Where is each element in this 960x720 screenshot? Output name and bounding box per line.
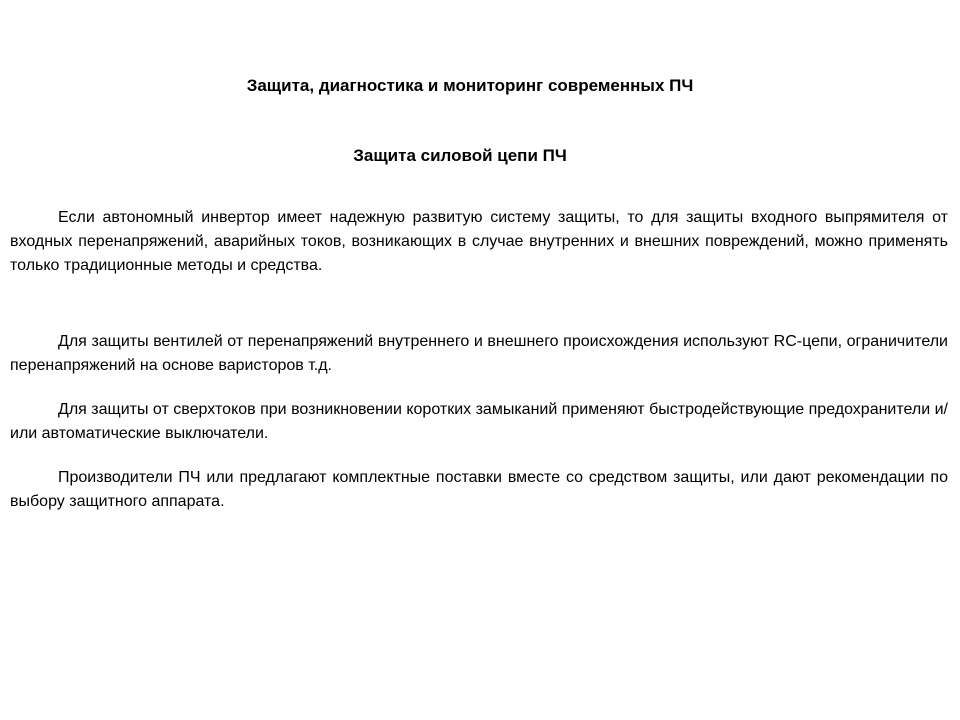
page-title: Защита, диагностика и мониторинг современных ПЧ bbox=[246, 76, 694, 95]
paragraph-overvoltage-protection: Для защиты вентилей от перенапряжений внутреннего и внешнего происхождения используют RC-цепи, ограничители перенапряжений на основе варисторов т.д. bbox=[10, 333, 948, 374]
paragraph-rectifier-protection: Если автономный инвертор имеет надежную развитую систему защиты, то для защиты входного выпрямителя от входных перенапряжений, аварийных токов, возникающих в случае внутренних и внешних повреждений, можно применять только традиционные методы и средства. bbox=[10, 209, 948, 274]
paragraph-manufacturers: Производители ПЧ или предлагают комплектные поставки вместе со средством защиты, или дают рекомендации по выбору защитного аппарата. bbox=[10, 469, 948, 510]
paragraph-overcurrent-protection: Для защиты от сверхтоков при возникновении коротких замыканий применяют быстродействующие предохранители и/или автоматические выключатели. bbox=[10, 401, 948, 442]
section-title: Защита силовой цепи ПЧ bbox=[353, 146, 567, 165]
